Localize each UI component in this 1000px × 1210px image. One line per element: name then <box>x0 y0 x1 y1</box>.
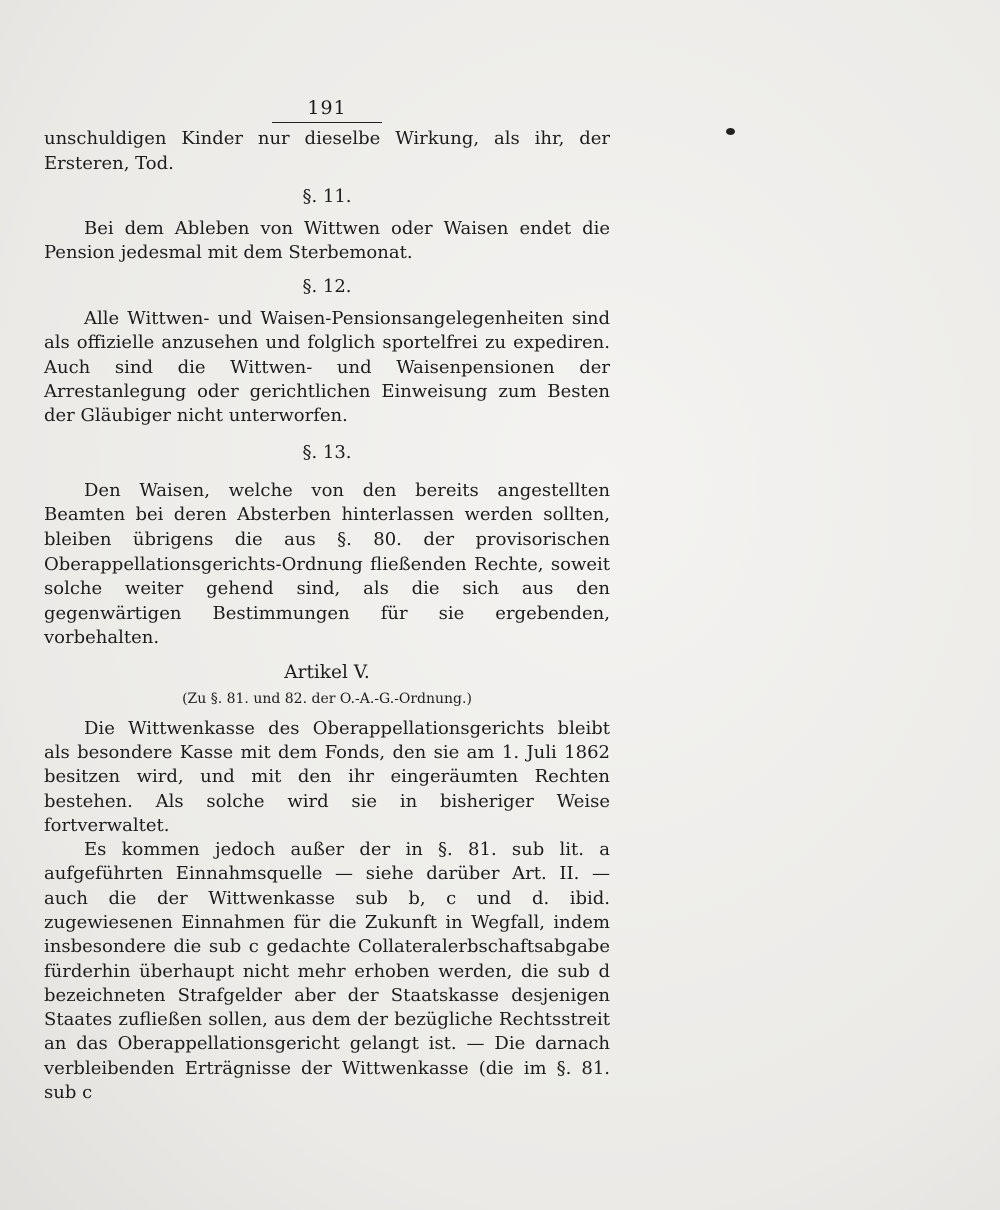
page-text <box>44 96 610 1105</box>
ink-speck <box>726 128 735 135</box>
paragraph-section-12: Alle Wittwen- und Waisen-Pensionsangelegenheiten sind als offizielle anzusehen und folglich sportelfrei zu expediren. Auch sind die Wittwen- und Waisenpensionen der Arrestanlegung oder gerichtlichen Einweisung zum Besten der Gläubiger nicht unterworfen. <box>44 308 610 427</box>
paragraph-opening: unschuldigen Kinder nur dieselbe Wirkung, als ihr, der Ersteren, Tod. <box>44 128 610 174</box>
article-heading: Artikel V. <box>284 662 370 684</box>
article-subheading: (Zu §. 81. und 82. der O.-A.-G.-Ordnung.) <box>182 691 472 708</box>
paragraph-section-11: Bei dem Ableben von Wittwen oder Waisen endet die Pension jedesmal mit dem Sterbemonat. <box>44 218 610 264</box>
section-heading-11: §. 11. <box>302 185 352 207</box>
section-heading-12: §. 12. <box>302 275 352 297</box>
section-heading-13: §. 13. <box>302 441 352 463</box>
page-number: 191 <box>272 96 382 123</box>
paragraph-section-13: Den Waisen, welche von den bereits angestellten Beamten bei deren Absterben hinterlassen werden sollten, bleiben übrigens die aus §. 80. der provisorischen Oberappellationsgerichts-Ordnung fließenden Rechte, soweit solche weiter gehend sind, als die sich aus den gegenwärtigen Bestimmungen für sie ergebenden, vorbehalten. <box>44 479 610 649</box>
paragraph-article-v-2: Es kommen jedoch außer der in §. 81. sub lit. a aufgeführten Einnahmsquelle — siehe darüber Art. II. — auch die der Wittwenkasse sub b, c und d. ibid. zugewiesenen Einnahmen für die Zukunft in Wegfall, indem insbesondere die sub c gedachte Collateralerbschaftsabgabe fürderhin überhaupt nicht mehr erhoben werden, die sub d bezeichneten Strafgelder aber der Staatskasse desjenigen Staates zufließen sollen, aus dem der bezügliche Rechtsstreit an das Oberappellationsgericht gelangt ist. — Die darnach verbleibenden Erträgnisse der Wittwenkasse (die im §. 81. sub c <box>44 839 610 1104</box>
paragraph-article-v-1: Die Wittwenkasse des Oberappellationsgerichts bleibt als besondere Kasse mit dem Fonds, den sie am 1. Juli 1862 besitzen wird, und mit den ihr eingeräumten Rechten bestehen. Als solche wird sie in bisheriger Weise fortverwaltet. <box>44 717 610 836</box>
